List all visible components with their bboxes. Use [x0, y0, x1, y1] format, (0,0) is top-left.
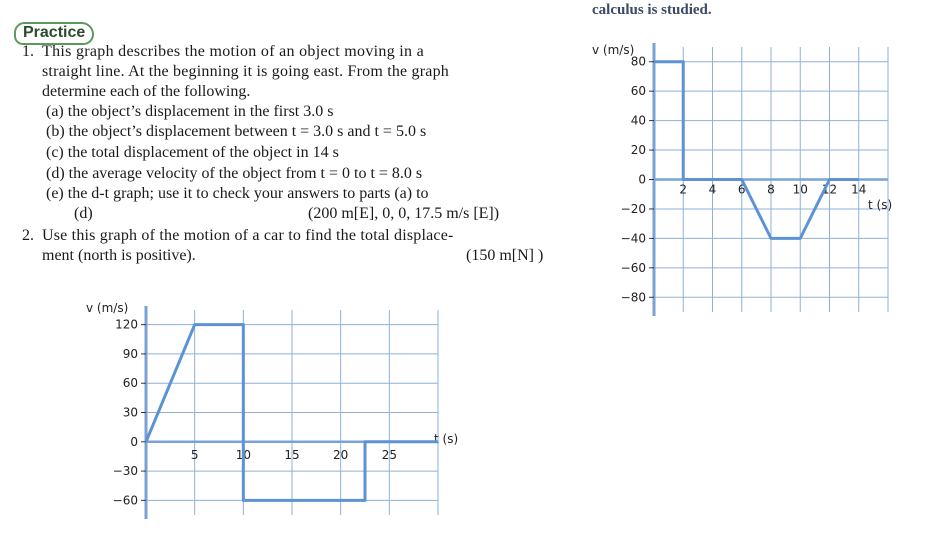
x-tick-label: 12 [821, 182, 838, 197]
x-tick-label: 6 [737, 182, 746, 197]
y-tick-label: −30 [112, 464, 138, 479]
y-tick-label: 60 [630, 84, 646, 99]
y-tick-label: 90 [122, 346, 138, 361]
question-2-line-1: Use this graph of the motion of a car to find the total displace- [42, 227, 454, 244]
question-1-part-b: (b) the object’s displacement between t = 3.0 s and t = 5.0 s [46, 123, 427, 140]
x-tick-label: 15 [284, 447, 300, 462]
y-tick-label: −60 [112, 493, 138, 508]
question-1-part-a: (a) the object’s displacement in the first 3.0 s [46, 103, 334, 120]
y-axis-label: v (m/s) [592, 43, 635, 57]
x-tick-label: 8 [767, 182, 775, 197]
question-1-part-e: (e) the d-t graph; use it to check your answers to parts (a) to [46, 185, 429, 202]
y-tick-label: 0 [130, 434, 138, 449]
question-1-part-e-continuation: (d) [74, 205, 93, 222]
question-1-part-d: (d) the average velocity of the object from t = 0 to t = 8.0 s [46, 165, 423, 182]
question-2-number: 2. [22, 227, 34, 244]
question-1-line-3: determine each of the following. [42, 83, 251, 100]
question-1-number: 1. [22, 43, 34, 60]
y-tick-label: 30 [122, 405, 138, 420]
x-axis-label: t (s) [434, 432, 459, 446]
question-1-line-2: straight line. At the beginning it is going east. From the graph [42, 63, 449, 80]
x-tick-label: 4 [708, 182, 717, 197]
y-tick-label: 20 [630, 143, 646, 158]
y-tick-label: −20 [620, 201, 646, 216]
x-tick-label: 14 [851, 182, 867, 197]
y-tick-label: 120 [115, 317, 138, 332]
question-1-line-1: This graph describes the motion of an object moving in a [42, 43, 425, 60]
y-tick-label: −60 [620, 260, 646, 275]
x-axis-label: t (s) [868, 198, 893, 212]
question-1-answer: (200 m[E], 0, 0, 17.5 m/s [E]) [308, 205, 500, 222]
question-2-line-2: ment (north is positive). [42, 247, 196, 264]
x-tick-label: 5 [190, 447, 199, 462]
question-1-part-c: (c) the total displacement of the object in 14 s [46, 144, 339, 161]
y-tick-label: 40 [630, 113, 646, 128]
y-tick-label: −40 [620, 231, 646, 246]
y-axis-label: v (m/s) [86, 301, 129, 315]
x-tick-label: 25 [381, 447, 397, 462]
y-tick-label: 60 [122, 376, 138, 391]
header-note: calculus is studied. [592, 2, 712, 18]
x-tick-label: 2 [679, 182, 688, 197]
y-tick-label: −80 [620, 290, 646, 305]
x-tick-label: 10 [235, 447, 251, 462]
y-tick-label: 0 [638, 172, 646, 187]
question-2-answer: (150 m[N] ) [466, 247, 544, 264]
x-tick-label: 20 [333, 447, 349, 462]
y-tick-label: 80 [630, 54, 646, 69]
x-tick-label: 10 [792, 182, 808, 197]
practice-heading: Practice [14, 22, 94, 45]
